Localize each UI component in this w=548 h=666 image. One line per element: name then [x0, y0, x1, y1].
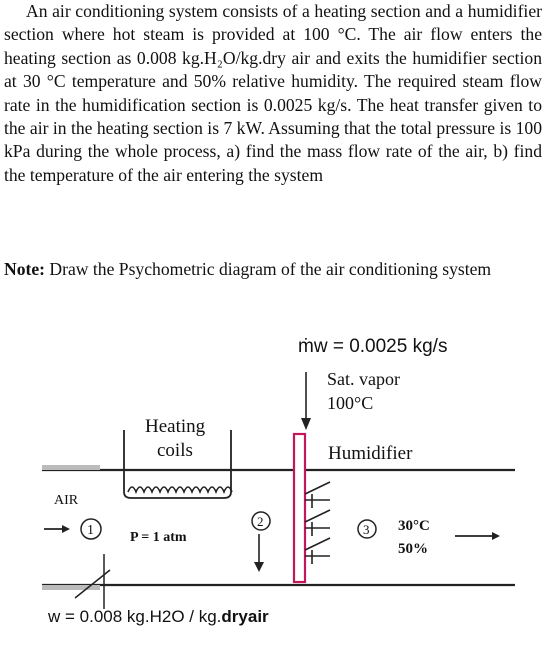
state-2-arrowhead [254, 562, 264, 572]
note-text: Draw the Psychometric diagram of the air conditioning system [45, 259, 492, 279]
pressure-label: P = 1 atm [130, 530, 187, 545]
problem-paragraph: An air conditioning system consists of a heating section and a humidifier section where hot steam is provided at 100 °C. The air flow enters the heating section as 0.008 kg.H₂O/kg.dry air and exits the humidifier section at 30 °C temperature and 50% relative humidity. The required steam flow rate in the humidification section is 0.0025 kg/s. The heat transfer given to the air in the heating section is 7 kW. Assuming that the total pressure is 100 kPa during the whole process, a) find the mass flow rate of the air, b) find the temperature of the air entering the system [4, 1, 542, 185]
air-label: AIR [54, 493, 79, 508]
duct-top-hatch [42, 465, 100, 470]
steam-inlet-arrowhead [301, 418, 311, 430]
exit-temp-label: 30°C [398, 518, 430, 534]
spray-nozzles [305, 482, 330, 564]
humidifier-pipe [294, 434, 305, 582]
note-section [4, 258, 542, 281]
coils-label: coils [157, 440, 193, 461]
inlet-humidity-label [47, 607, 269, 626]
sat-vapor-label: Sat. vapor [327, 369, 400, 389]
inlet-arrowhead [62, 525, 70, 533]
state-1-label: 1 [87, 523, 94, 538]
steam-flow-label: ṁw = 0.0025 kg/s [298, 336, 448, 357]
note-label: Note: [4, 259, 46, 279]
heating-bracket-bottom [124, 492, 231, 498]
exit-rh-label: 50% [398, 541, 428, 557]
state-2-label: 2 [257, 514, 264, 529]
outlet-arrowhead [492, 532, 500, 540]
heating-label: Heating [145, 416, 206, 437]
air-conditioning-schematic [0, 322, 548, 666]
problem-statement [4, 0, 542, 187]
inlet-humidity-prefix: w = 0.008 kg.H2O / kg. [48, 607, 222, 626]
state-3-label: 3 [363, 522, 370, 537]
inlet-humidity-dryair: dryair [221, 607, 269, 626]
heating-coil [128, 487, 232, 492]
sat-temp-label: 100°C [327, 393, 374, 413]
humidifier-label: Humidifier [328, 443, 413, 464]
